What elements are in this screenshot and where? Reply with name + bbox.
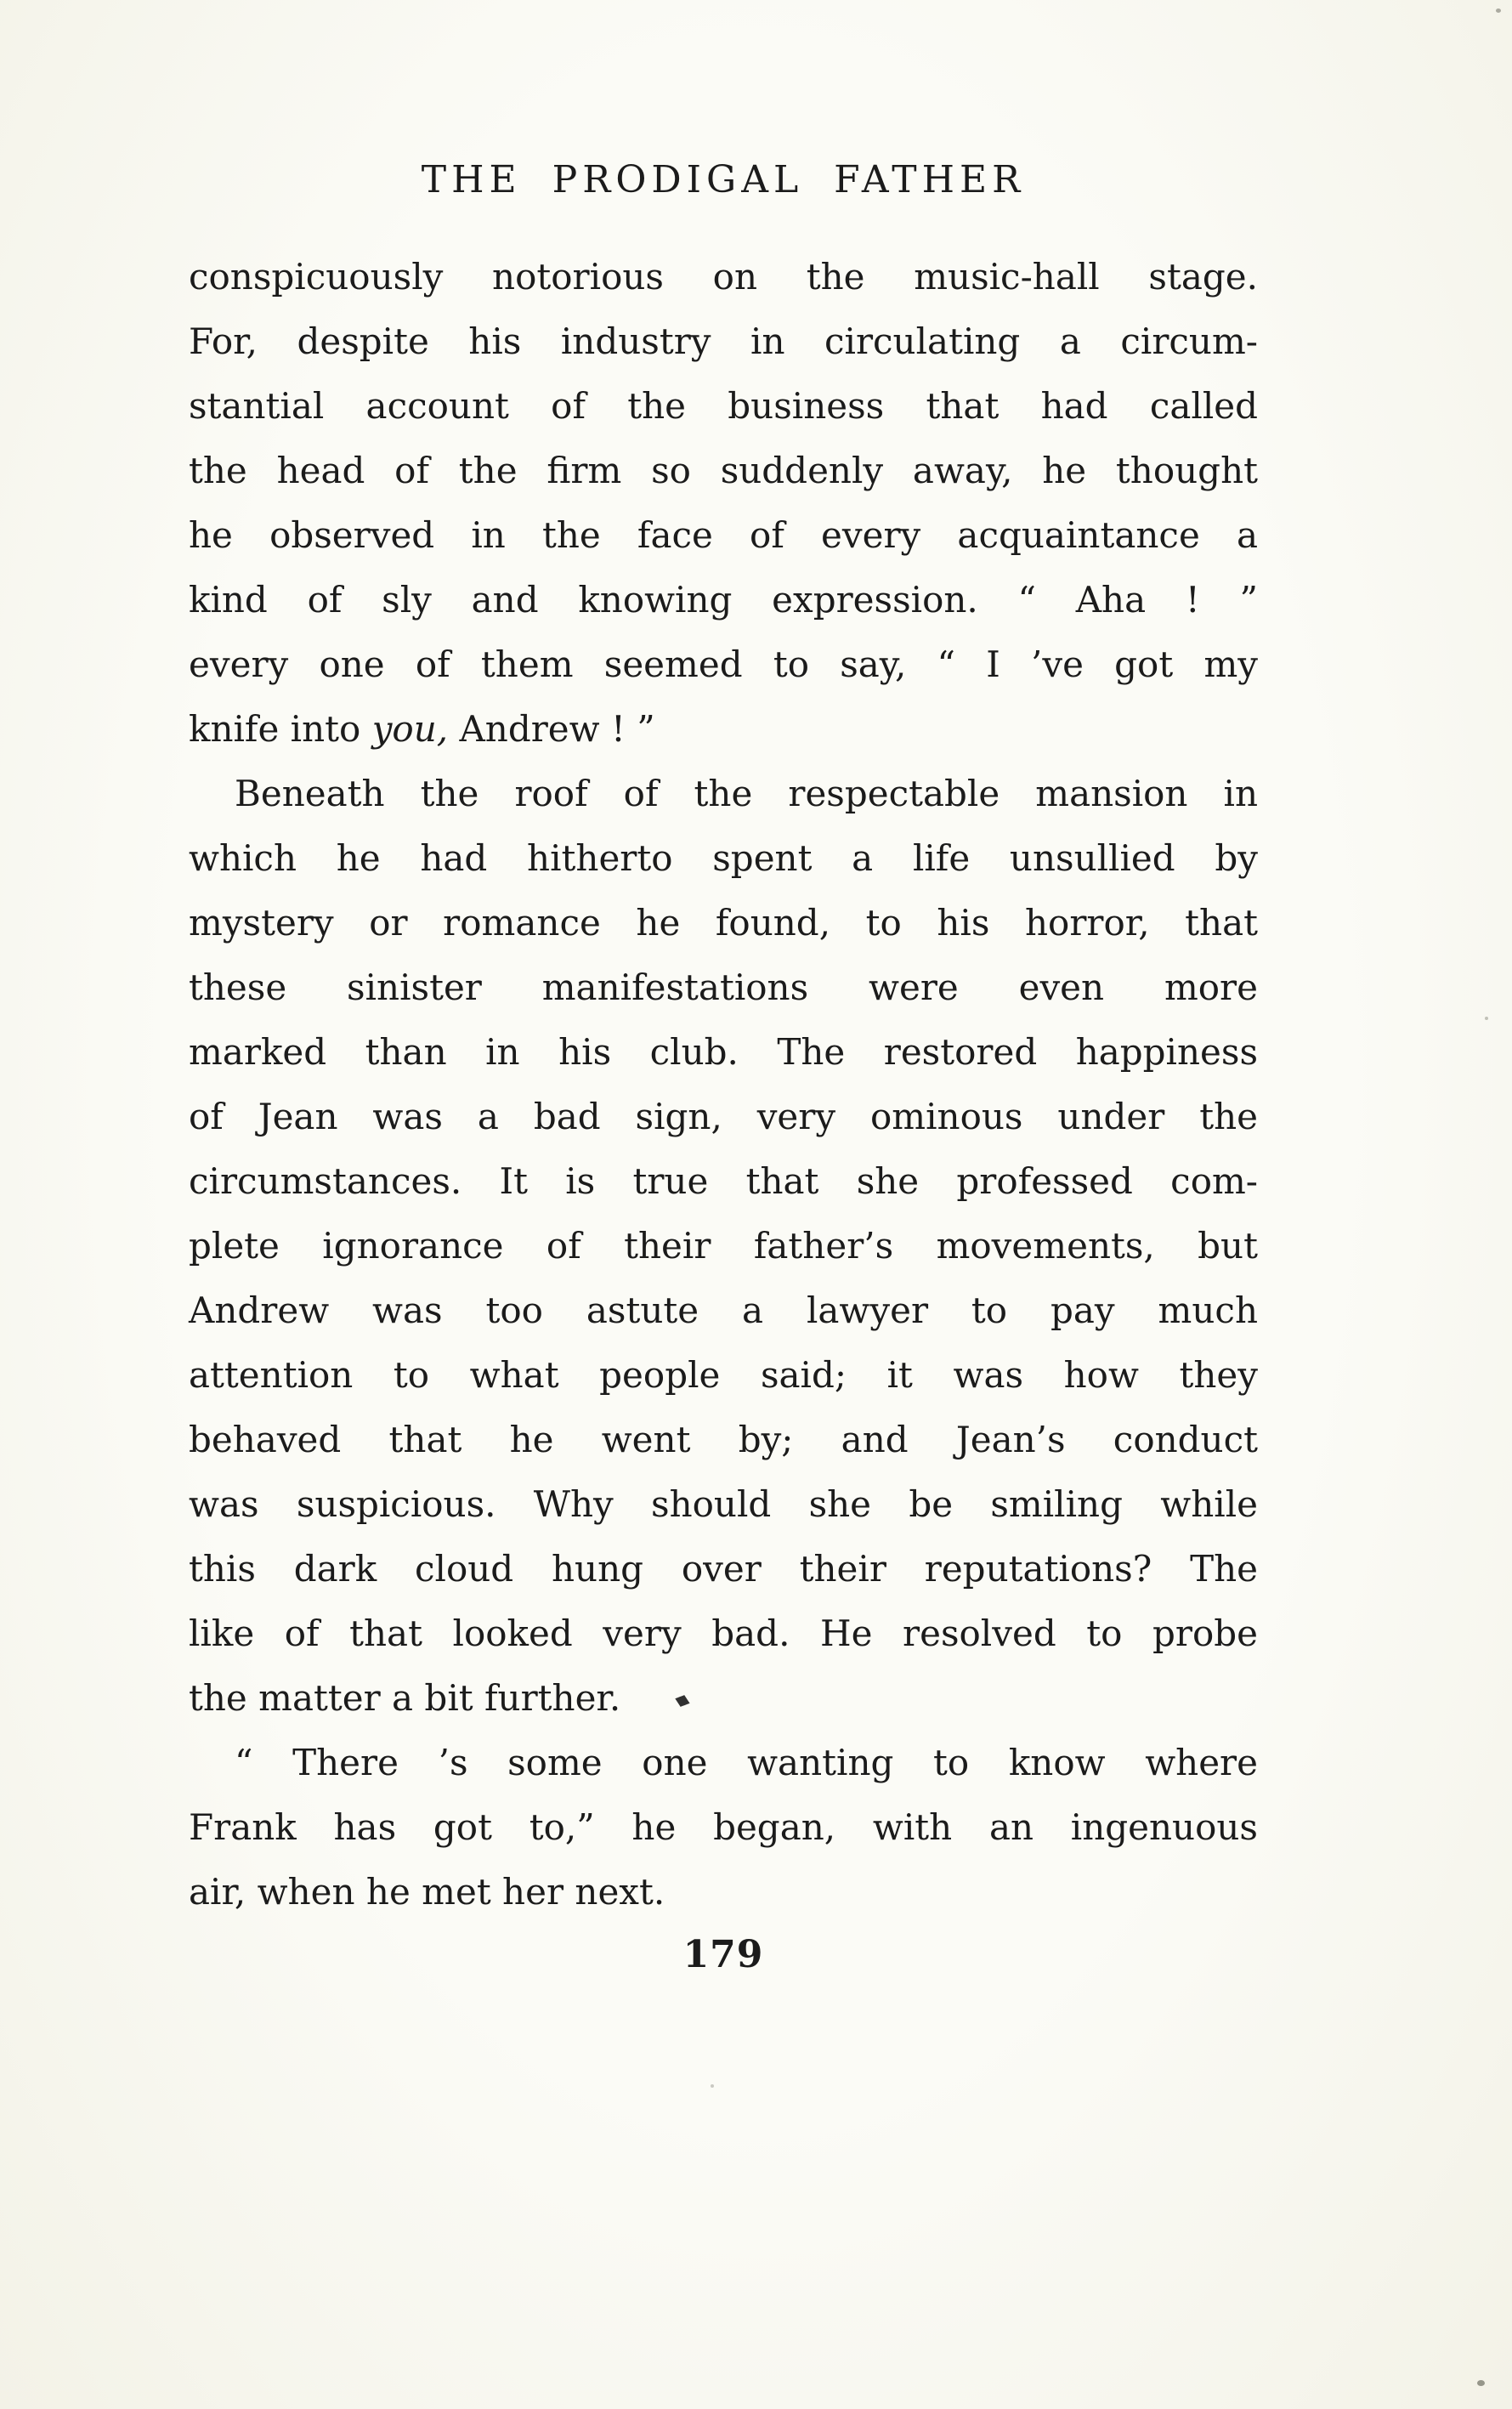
text-line (189, 955, 1258, 1020)
text-run: For, despite his industry in circulating a circum- (189, 320, 1258, 362)
text-line (189, 1343, 1258, 1408)
text-line (189, 1085, 1258, 1149)
text-line (189, 1214, 1258, 1278)
text-run: circumstances. It is true that she professed com- (189, 1160, 1258, 1202)
text-run: attention to what people said; it was how they (189, 1354, 1258, 1396)
text-run: was suspicious. Why should she be smiling while (189, 1483, 1258, 1525)
text-line (189, 503, 1258, 568)
text-line (189, 1860, 1258, 1924)
italic-text: you, (371, 708, 449, 750)
text-line (189, 1472, 1258, 1537)
text-line (189, 374, 1258, 439)
text-line (189, 568, 1258, 632)
text-run: knife into (189, 708, 372, 750)
text-line (189, 245, 1258, 309)
scan-speck (1496, 9, 1501, 13)
text-run: air, when he met her next. (189, 1871, 665, 1913)
text-run: the head of the firm so suddenly away, he thought (189, 450, 1258, 491)
text-run: of Jean was a bad sign, very ominous under the (189, 1096, 1258, 1137)
scan-speck (1485, 1017, 1488, 1020)
scan-speck (711, 2084, 714, 2088)
text-run: every one of them seemed to say, “ I ’ve got my (189, 643, 1258, 685)
text-line (189, 697, 1258, 762)
text-run: plete ignorance of their father’s movements, but (189, 1225, 1258, 1267)
text-run: stantial account of the business that had called (189, 385, 1258, 427)
text-line (189, 309, 1258, 374)
text-run: these sinister manifestations were even more (189, 966, 1258, 1008)
text-run: which he had hitherto spent a life unsullied by (189, 837, 1258, 879)
ink-blot-mark: ◆ (672, 1688, 694, 1712)
text-line (189, 1795, 1258, 1860)
running-header-title: THE PRODIGAL FATHER (421, 158, 1026, 201)
text-line (189, 632, 1258, 697)
text-run: behaved that he went by; and Jean’s conduct (189, 1419, 1258, 1460)
text-line (189, 1149, 1258, 1214)
text-line (189, 439, 1258, 503)
text-line (189, 1020, 1258, 1085)
text-line (189, 1731, 1258, 1795)
text-line (189, 1601, 1258, 1666)
text-run: marked than in his club. The restored happiness (189, 1031, 1258, 1073)
text-run: this dark cloud hung over their reputations? The (189, 1548, 1258, 1590)
text-run: “ There ’s some one wanting to know where (235, 1742, 1258, 1783)
text-run: Beneath the roof of the respectable mansion in (235, 773, 1258, 814)
text-run: like of that looked very bad. He resolved to probe (189, 1613, 1258, 1654)
text-line (189, 1278, 1258, 1343)
text-run: the matter a bit further. (189, 1677, 621, 1719)
page-number: 179 (682, 1933, 764, 1976)
text-run: Andrew was too astute a lawyer to pay much (189, 1290, 1258, 1331)
paragraph (189, 245, 1258, 762)
text-run: he observed in the face of every acquaintance a (189, 514, 1258, 556)
text-run: Andrew ! ” (448, 708, 655, 750)
scan-speck (1477, 2380, 1485, 2386)
text-line (189, 762, 1258, 826)
text-line (189, 891, 1258, 955)
paragraph (189, 762, 1258, 1731)
text-run: Frank has got to,” he began, with an ingenuous (189, 1806, 1258, 1848)
text-block (189, 245, 1258, 1924)
paragraph (189, 1731, 1258, 1924)
text-line (189, 1537, 1258, 1601)
text-run: mystery or romance he found, to his horror, that (189, 902, 1258, 944)
text-line (189, 826, 1258, 891)
text-line (189, 1666, 1258, 1731)
text-run: conspicuously notorious on the music-hall stage. (189, 256, 1258, 298)
text-line (189, 1408, 1258, 1472)
text-run: kind of sly and knowing expression. “ Aha ! ” (189, 579, 1258, 621)
